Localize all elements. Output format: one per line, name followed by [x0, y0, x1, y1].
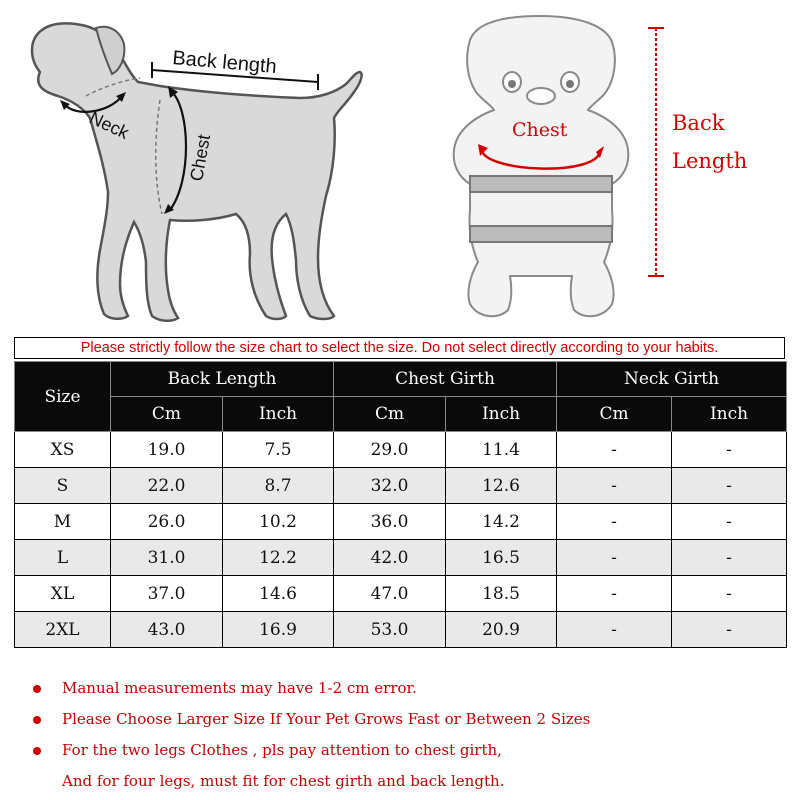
bullet-icon	[33, 685, 41, 693]
dog-chest-label: Chest	[186, 132, 215, 183]
table-cell: 12.6	[446, 468, 557, 504]
table-cell: 43.0	[111, 612, 223, 648]
header-neck-girth: Neck Girth	[557, 362, 787, 397]
table-cell: 32.0	[334, 468, 446, 504]
note-text: Please Choose Larger Size If Your Pet Grows Fast or Between 2 Sizes	[62, 710, 591, 728]
note-text: And for four legs, must fit for chest girth and back length.	[62, 772, 505, 790]
size-cell: 2XL	[15, 612, 111, 648]
header-size: Size	[15, 362, 111, 432]
table-cell: -	[557, 468, 672, 504]
unit-header: Inch	[672, 397, 787, 432]
table-cell: -	[672, 540, 787, 576]
garment-length-marker	[648, 28, 664, 276]
size-cell: L	[15, 540, 111, 576]
unit-header: Inch	[223, 397, 334, 432]
table-cell: -	[557, 612, 672, 648]
note-item	[30, 767, 790, 798]
garment-length-label: Length	[672, 149, 748, 173]
table-cell: -	[672, 468, 787, 504]
table-cell: -	[557, 432, 672, 468]
garment-figure	[454, 16, 629, 316]
table-row	[15, 468, 787, 504]
table-cell: -	[557, 540, 672, 576]
table-cell: 29.0	[334, 432, 446, 468]
table-cell: 10.2	[223, 504, 334, 540]
bullet-icon	[33, 747, 41, 755]
unit-header: Cm	[334, 397, 446, 432]
unit-header: Cm	[111, 397, 223, 432]
table-cell: -	[557, 504, 672, 540]
unit-header: Inch	[446, 397, 557, 432]
neck-label: Neck	[86, 107, 132, 143]
table-cell: 8.7	[223, 468, 334, 504]
table-row	[15, 612, 787, 648]
size-cell: XL	[15, 576, 111, 612]
table-cell: -	[672, 432, 787, 468]
table-row	[15, 504, 787, 540]
size-chart-table	[14, 361, 787, 648]
table-cell: 31.0	[111, 540, 223, 576]
table-cell: 53.0	[334, 612, 446, 648]
note-text: For the two legs Clothes , pls pay attention to chest girth,	[62, 741, 502, 759]
table-row	[15, 540, 787, 576]
measurement-illustration	[0, 0, 800, 335]
size-cell: XS	[15, 432, 111, 468]
size-cell: S	[15, 468, 111, 504]
table-cell: 12.2	[223, 540, 334, 576]
table-cell: 16.9	[223, 612, 334, 648]
note-item	[30, 705, 790, 736]
header-chest-girth: Chest Girth	[334, 362, 557, 397]
table-cell: 11.4	[446, 432, 557, 468]
table-header-row	[15, 362, 787, 397]
table-cell: -	[672, 576, 787, 612]
table-cell: 42.0	[334, 540, 446, 576]
table-cell: 14.6	[223, 576, 334, 612]
table-units-row	[15, 397, 787, 432]
table-cell: -	[672, 612, 787, 648]
table-row	[15, 432, 787, 468]
garment-chest-label: Chest	[512, 119, 568, 141]
size-notice: Please strictly follow the size chart to select the size. Do not select directly according to your habits.	[14, 337, 785, 359]
garment-back-label: Back	[672, 111, 725, 135]
table-cell: 19.0	[111, 432, 223, 468]
table-cell: -	[672, 504, 787, 540]
table-cell: 16.5	[446, 540, 557, 576]
note-item	[30, 674, 790, 705]
unit-header: Cm	[557, 397, 672, 432]
table-cell: 20.9	[446, 612, 557, 648]
note-item	[30, 736, 790, 767]
size-cell: M	[15, 504, 111, 540]
table-cell: -	[557, 576, 672, 612]
bullet-icon	[33, 716, 41, 724]
table-cell: 36.0	[334, 504, 446, 540]
table-cell: 22.0	[111, 468, 223, 504]
table-cell: 7.5	[223, 432, 334, 468]
table-cell: 18.5	[446, 576, 557, 612]
header-back-length: Back Length	[111, 362, 334, 397]
table-cell: 14.2	[446, 504, 557, 540]
back-length-label: Back length	[171, 47, 278, 79]
notes-list	[30, 674, 790, 798]
table-cell: 26.0	[111, 504, 223, 540]
table-row	[15, 576, 787, 612]
table-cell: 47.0	[334, 576, 446, 612]
table-cell: 37.0	[111, 576, 223, 612]
note-text: Manual measurements may have 1-2 cm error.	[62, 679, 417, 697]
